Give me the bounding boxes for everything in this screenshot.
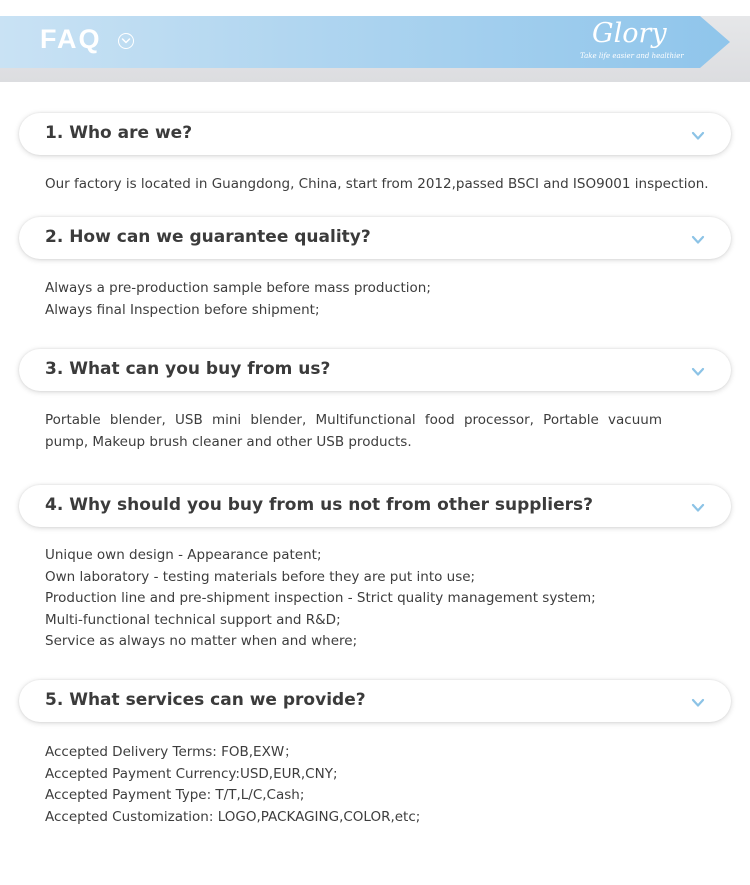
answer-line: Accepted Customization: LOGO,PACKAGING,COLOR,etc;: [45, 808, 421, 825]
chevron-down-icon[interactable]: [691, 231, 705, 243]
circle-chevron-down-icon: [118, 33, 134, 49]
page-title: FAQ: [40, 24, 102, 54]
chevron-down-icon[interactable]: [691, 127, 705, 139]
brand-tagline: Take life easier and healthier: [580, 52, 684, 60]
answer-line: Production line and pre-shipment inspection - Strict quality management system;: [45, 590, 596, 606]
faq-answer-5: [45, 742, 717, 828]
answer-line: Always final Inspection before shipment;: [45, 301, 320, 318]
answer-line: Accepted Payment Currency:USD,EUR,CNY;: [45, 765, 338, 782]
faq-question-card-2[interactable]: [19, 217, 731, 259]
faq-answer-1: [45, 174, 717, 196]
faq-answer-4: [45, 545, 717, 653]
faq-question-card-3[interactable]: [19, 349, 731, 391]
answer-line: Own laboratory - testing materials before they are put into use;: [45, 568, 476, 585]
faq-question-4: 4. Why should you buy from us not from other suppliers?: [45, 495, 594, 515]
faq-question-5: 5. What services can we provide?: [45, 690, 366, 710]
brand-logo: [580, 18, 690, 64]
answer-line: Unique own design - Appearance patent;: [45, 547, 322, 563]
faq-question-3: 3. What can you buy from us?: [45, 359, 331, 379]
brand-name: Glory: [592, 18, 667, 49]
faq-answer-3: Portable blender, USB mini blender, Multifunctional food processor, Portable vacuum pump, Makeup brush cleaner and other USB products.: [45, 412, 662, 450]
answer-line: Accepted Payment Type: T/T,L/C,Cash;: [45, 787, 305, 803]
chevron-down-icon[interactable]: [691, 694, 705, 706]
faq-question-1: 1. Who are we?: [45, 123, 193, 143]
faq-question-card-5[interactable]: [19, 680, 731, 722]
faq-question-card-1[interactable]: [19, 113, 731, 155]
faq-question-card-4[interactable]: [19, 485, 731, 527]
faq-banner: [0, 16, 750, 82]
answer-line: Accepted Delivery Terms: FOB,EXW；: [45, 744, 298, 760]
answer-line: Always a pre-production sample before mass production;: [45, 280, 431, 296]
answer-line: Our factory is located in Guangdong, China, start from 2012,passed BSCI and ISO9001 inspection.: [45, 176, 709, 192]
faq-answer-2: [45, 278, 717, 321]
chevron-down-icon[interactable]: [691, 363, 705, 375]
answer-line: Service as always no matter when and where;: [45, 633, 358, 649]
chevron-down-icon[interactable]: [691, 499, 705, 511]
faq-question-2: 2. How can we guarantee quality?: [45, 227, 371, 247]
answer-line: Multi-functional technical support and R&D;: [45, 611, 341, 628]
